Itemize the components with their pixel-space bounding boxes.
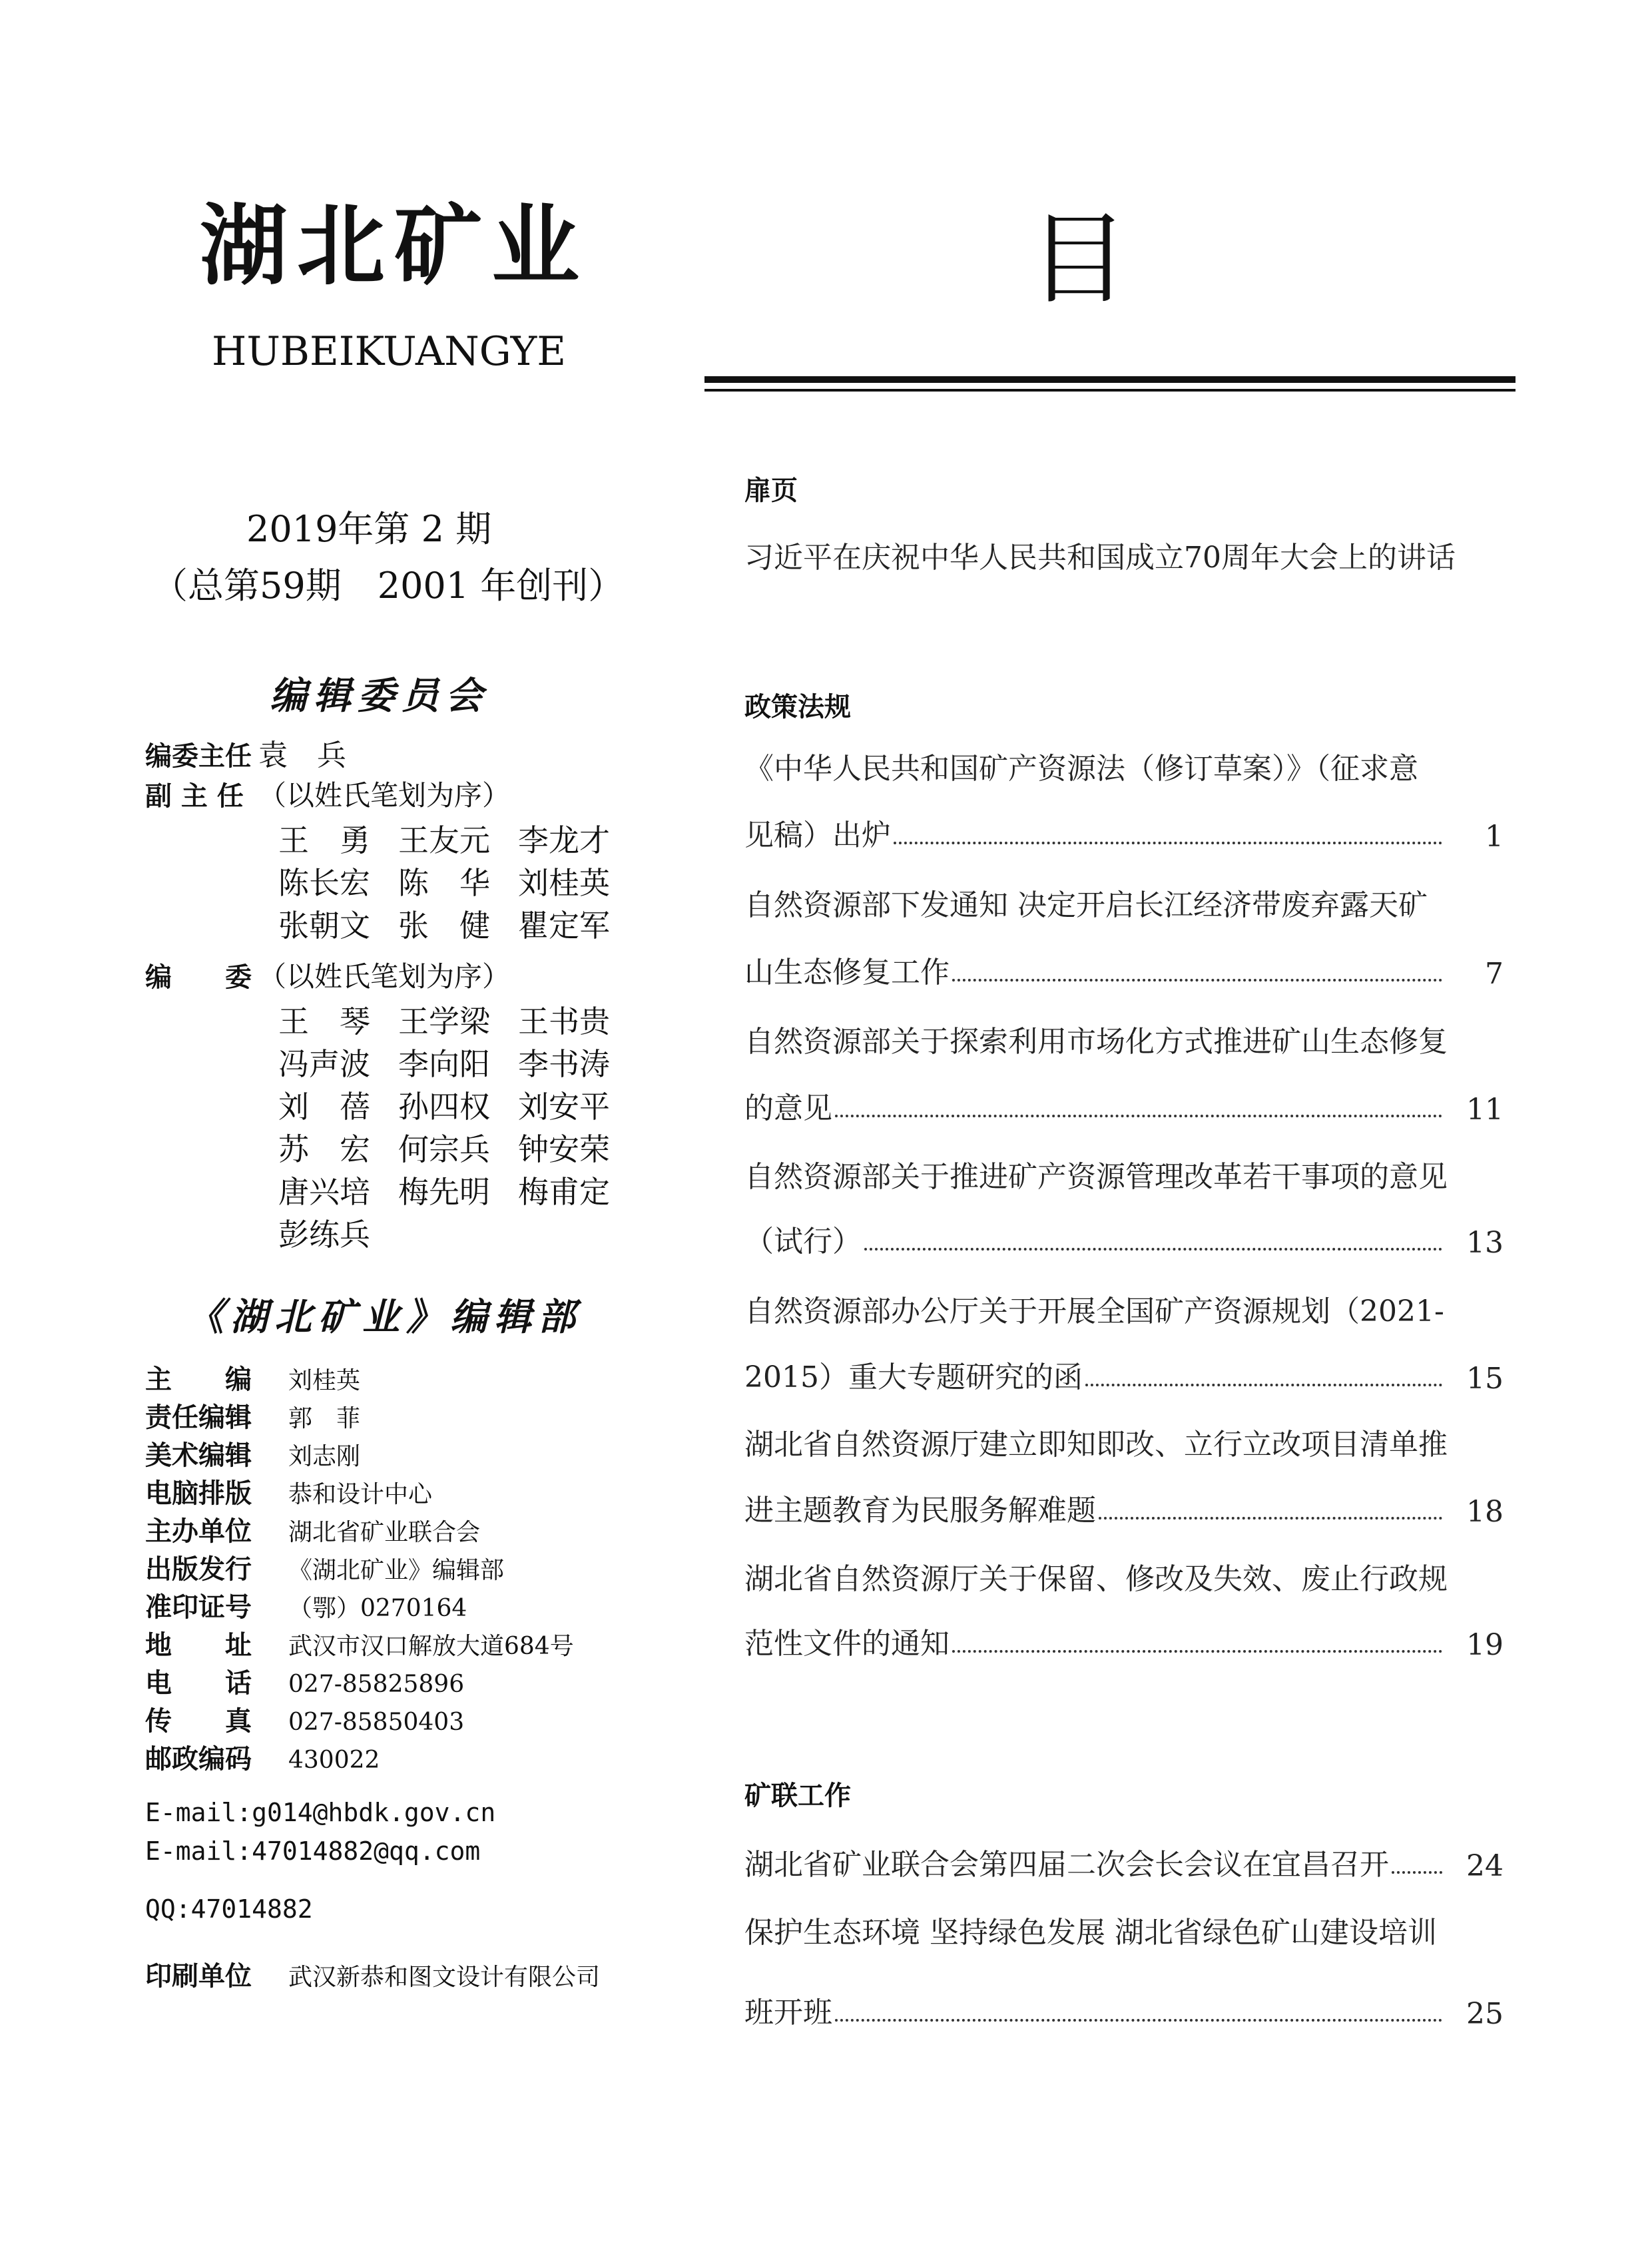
toc-entry-line[interactable]: 自然资源部下发通知 决定开启长江经济带废弃露天矿 — [744, 888, 1428, 922]
dept-value: 武汉新恭和图文设计有限公司 — [288, 1964, 601, 1991]
dept-key: 准印证号 — [145, 1592, 252, 1623]
name-row — [278, 1125, 651, 1168]
dept-row — [145, 1472, 665, 1510]
board-order-note: （以姓氏笔划为序） — [258, 779, 511, 812]
journal-title-pinyin: HUBEIKUANGYE — [212, 328, 567, 375]
member-name: 梅甫定 — [518, 1174, 610, 1210]
leader-dots — [1392, 1871, 1442, 1874]
dept-key: 印刷单位 — [145, 1961, 252, 1992]
toc-section-title: 矿联工作 — [744, 1781, 851, 1811]
toc-entry[interactable] — [744, 1843, 1504, 1883]
toc-entry-line: 班开班 — [744, 1996, 832, 2030]
dept-row — [145, 1434, 665, 1472]
page-number: 11 — [1466, 1093, 1504, 1127]
dept-key: 传 真 — [145, 1706, 252, 1737]
member-name: 张朝文 — [278, 908, 370, 944]
member-name: 梅先明 — [398, 1174, 490, 1210]
member-name: 陈长宏 — [278, 865, 370, 901]
toc-entry-line: 进主题教育为民服务解难题 — [744, 1494, 1096, 1528]
journal-title: 湖北矿业 — [200, 195, 589, 298]
toc-entry[interactable] — [744, 1622, 1504, 1662]
contact-emails — [145, 1798, 495, 1875]
toc-entry-line: 范性文件的通知 — [744, 1627, 950, 1661]
member-name: 刘安平 — [518, 1089, 610, 1125]
page-number: 1 — [1485, 820, 1504, 854]
dept-value: 恭和设计中心 — [288, 1481, 433, 1508]
email-line: E-mail:47014882@qq.com — [145, 1836, 481, 1866]
toc-entry-line[interactable]: 自然资源部关于推进矿产资源管理改革若干事项的意见 — [744, 1160, 1448, 1194]
member-name: 瞿定军 — [518, 908, 610, 944]
board-member-row — [145, 955, 651, 997]
dept-value: 湖北省矿业联合会 — [288, 1519, 481, 1546]
toc-entry-line[interactable]: 保护生态环境 坚持绿色发展 湖北省绿色矿山建设培训 — [744, 1916, 1437, 1950]
member-name: 王 琴 — [278, 1003, 370, 1039]
board-deputy-row — [145, 774, 651, 816]
member-name: 王友元 — [398, 822, 490, 858]
toc-entry-line: 的意见 — [744, 1091, 832, 1125]
member-names — [145, 997, 651, 1253]
dept-row — [145, 1662, 665, 1700]
toc-entry[interactable] — [744, 814, 1504, 854]
name-row — [278, 1211, 651, 1253]
toc-entry-line[interactable]: 自然资源部关于探索利用市场化方式推进矿山生态修复 — [744, 1025, 1448, 1059]
name-row — [278, 1083, 651, 1125]
toc-entry-line[interactable]: 自然资源部办公厅关于开展全国矿产资源规划（2021- — [744, 1294, 1444, 1328]
toc-entry[interactable] — [744, 1356, 1504, 1396]
dept-row — [145, 1700, 665, 1738]
toc-entry-line: （试行） — [744, 1225, 862, 1259]
dept-row — [145, 1548, 665, 1586]
toc-entry-line: 2015）重大专题研究的函 — [744, 1360, 1083, 1394]
toc-entry[interactable] — [744, 1489, 1504, 1529]
dept-value: 刘桂英 — [288, 1367, 361, 1394]
toc-entry-line: 见稿）出炉 — [744, 818, 891, 852]
name-row — [278, 902, 651, 944]
name-row — [278, 1040, 651, 1083]
name-row — [278, 997, 651, 1040]
name-row — [278, 1168, 651, 1211]
member-name: 彭练兵 — [278, 1217, 370, 1253]
page-number: 18 — [1466, 1495, 1504, 1529]
dept-key: 电脑排版 — [145, 1478, 252, 1509]
leader-dots — [952, 979, 1442, 981]
toc-entry-line[interactable]: 湖北省自然资源厅关于保留、修改及失效、废止行政规 — [744, 1562, 1448, 1596]
qq-number: QQ:47014882 — [145, 1894, 313, 1924]
dept-value: 027-85850403 — [288, 1709, 465, 1736]
leader-dots — [894, 842, 1442, 844]
member-name: 刘 蓓 — [278, 1089, 370, 1125]
name-row — [278, 816, 651, 859]
toc-section-title: 政策法规 — [744, 692, 851, 722]
dept-key: 邮政编码 — [145, 1744, 252, 1775]
toc-entry[interactable] — [744, 1220, 1504, 1260]
member-name: 李书涛 — [518, 1046, 610, 1082]
toc-entry-line[interactable]: 《中华人民共和国矿产资源法（修订草案）》（征求意 — [744, 752, 1418, 786]
board-director-row — [145, 731, 651, 774]
dept-row — [145, 1396, 665, 1434]
board-role: 编 委 — [145, 962, 252, 993]
leader-dots — [864, 1248, 1442, 1251]
printer-row — [145, 1955, 600, 1993]
member-name: 李龙才 — [518, 822, 610, 858]
masthead — [200, 193, 589, 300]
email-line: E-mail:g014@hbdk.gov.cn — [145, 1798, 496, 1827]
divider-rule — [704, 376, 1515, 383]
dept-row — [145, 1510, 665, 1548]
toc-entry-line: 山生态修复工作 — [744, 956, 950, 989]
member-name: 钟安荣 — [518, 1131, 610, 1167]
toc-entry-line: 湖北省矿业联合会第四届二次会长会议在宜昌召开 — [744, 1848, 1389, 1882]
member-name: 孙四权 — [398, 1089, 490, 1125]
member-name: 王书贵 — [518, 1003, 610, 1039]
dept-value: 武汉市汉口解放大道684号 — [288, 1633, 574, 1660]
leader-dots — [835, 1115, 1442, 1117]
editorial-board-heading: 编辑委员会 — [270, 674, 489, 718]
dept-key: 美术编辑 — [145, 1440, 252, 1471]
toc-entry[interactable]: 习近平在庆祝中华人民共和国成立70周年大会上的讲话 — [744, 541, 1456, 575]
board-order-note: （以姓氏笔划为序） — [258, 960, 511, 993]
toc-entry[interactable] — [744, 951, 1504, 991]
page-number: 7 — [1485, 957, 1504, 991]
leader-dots — [835, 2019, 1442, 2022]
member-name: 何宗兵 — [398, 1131, 490, 1167]
member-name: 李向阳 — [398, 1046, 490, 1082]
issue-total: （总第59期 2001 年创刊） — [152, 565, 625, 607]
member-name: 冯声波 — [278, 1046, 370, 1082]
member-name: 陈 华 — [398, 865, 490, 901]
dept-key: 主 编 — [145, 1364, 252, 1395]
dept-value: 刘志刚 — [288, 1443, 361, 1470]
dept-value: 430022 — [288, 1747, 380, 1774]
dept-row — [145, 1358, 665, 1396]
member-name: 张 健 — [398, 908, 490, 944]
dept-value: （鄂）0270164 — [288, 1595, 467, 1622]
dept-value: 《湖北矿业》编辑部 — [288, 1557, 505, 1584]
page-number: 24 — [1466, 1849, 1504, 1883]
board-role: 副 主 任 — [145, 781, 244, 812]
page-number: 15 — [1466, 1362, 1504, 1396]
dept-row — [145, 1624, 665, 1662]
toc-entry-line[interactable]: 湖北省自然资源厅建立即知即改、立行立改项目清单推 — [744, 1428, 1448, 1462]
editorial-department-heading: 《湖北矿业》编辑部 — [186, 1295, 582, 1339]
leader-dots — [1085, 1384, 1442, 1386]
page-number: 13 — [1466, 1226, 1504, 1260]
dept-key: 责任编辑 — [145, 1402, 252, 1433]
dept-key: 主办单位 — [145, 1516, 252, 1547]
leader-dots — [1099, 1517, 1442, 1520]
deputy-names — [145, 816, 651, 944]
dept-row — [145, 1738, 665, 1776]
member-name: 唐兴培 — [278, 1174, 370, 1210]
editorial-department — [145, 1358, 665, 1776]
dept-key: 出版发行 — [145, 1554, 252, 1585]
dept-value: 027-85825896 — [288, 1671, 465, 1698]
dept-key: 电 话 — [145, 1668, 252, 1699]
page-number: 25 — [1466, 1997, 1504, 2031]
leader-dots — [952, 1650, 1442, 1653]
dept-row — [145, 1586, 665, 1624]
name-row — [278, 859, 651, 902]
toc-entry[interactable] — [744, 1087, 1504, 1127]
toc-heading: 目 — [1029, 202, 1129, 318]
toc-section-title: 扉页 — [744, 475, 798, 506]
issue-number: 2019年第 2 期 — [246, 508, 492, 550]
divider-rule — [704, 389, 1515, 392]
editorial-board — [145, 731, 651, 1253]
dept-value: 郭 菲 — [288, 1405, 361, 1432]
dept-key: 地 址 — [145, 1630, 252, 1661]
member-name: 王 勇 — [278, 822, 370, 858]
board-role: 编委主任 — [145, 741, 252, 772]
member-name: 刘桂英 — [518, 865, 610, 901]
page-number: 19 — [1466, 1628, 1504, 1662]
board-director-name: 袁 兵 — [258, 738, 346, 772]
member-name: 苏 宏 — [278, 1131, 370, 1167]
member-name: 王学梁 — [398, 1003, 490, 1039]
toc-entry[interactable] — [744, 1991, 1504, 2031]
